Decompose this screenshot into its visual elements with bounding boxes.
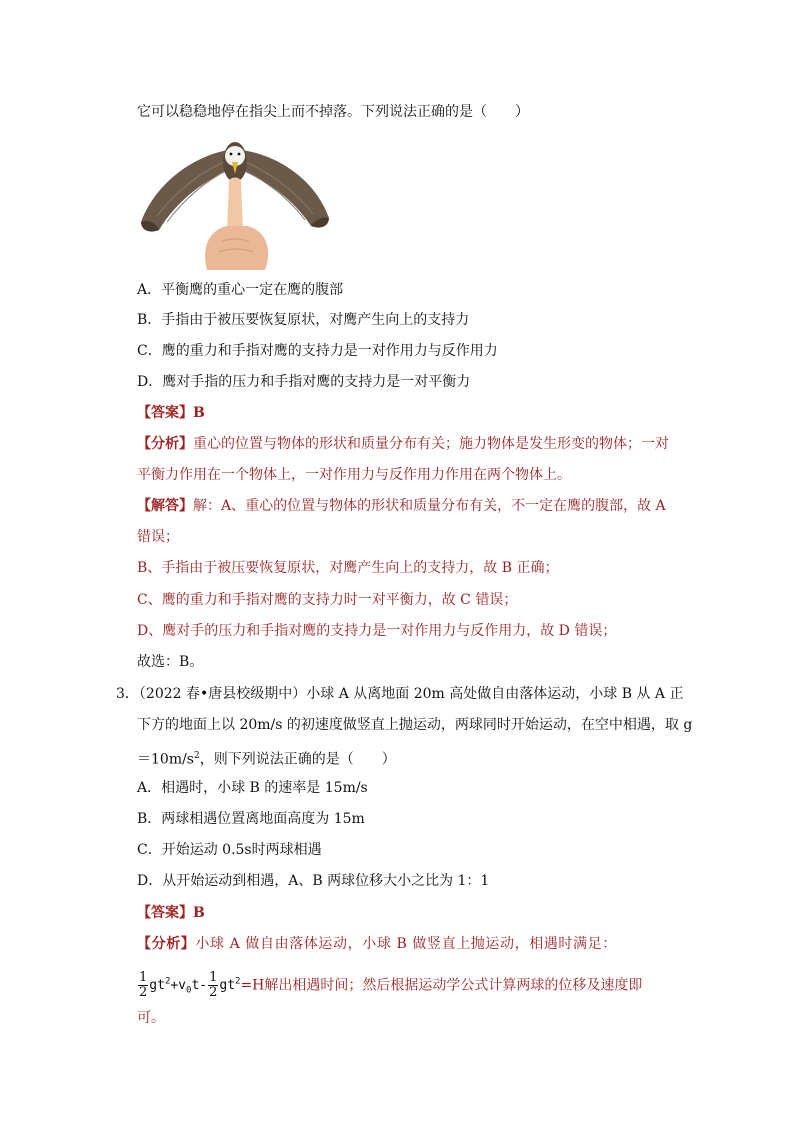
right-wing xyxy=(235,150,329,226)
q3-answer-value: B xyxy=(193,905,205,921)
balance-eagle-image xyxy=(137,130,333,270)
q3-analysis-last: 可。 xyxy=(137,1010,165,1026)
question-number: 3． xyxy=(116,686,139,702)
q3-option-c: C．开始运动 0.5s时两球相遇 xyxy=(137,842,322,858)
q3-analysis-formula: $\frac{1}{2}$ $gt^2+v_0t-$ $\frac{1}{2}$ $gt^2=H$解出相遇时间；然后根据运动学公式计算两球的位移及速度即 xyxy=(139,969,643,1000)
answer-value: B xyxy=(193,405,205,421)
q3-option-b: B．两球相遇位置离地面高度为 15m xyxy=(137,811,365,827)
solution-line2: 错误； xyxy=(137,529,179,545)
question-stem-tail: 它可以稳稳地停在指尖上而不掉落。下列说法正确的是（ ） xyxy=(137,104,529,120)
option-b: B．手指由于被压要恢复原状，对鹰产生向上的支持力 xyxy=(137,312,470,328)
option-a: A．平衡鹰的重心一定在鹰的腹部 xyxy=(137,282,344,298)
analysis-tag: 【分析】 xyxy=(137,436,193,452)
solution-tag: 【解答】 xyxy=(137,498,193,514)
solution-c: C、鹰的重力和手指对鹰的支持力时一对平衡力，故 C 错误； xyxy=(137,592,518,608)
q3-answer-tag: 【答案】 xyxy=(137,905,193,921)
hand xyxy=(205,226,268,270)
q3-option-a: A．相遇时，小球 B 的速率是 15m/s xyxy=(137,780,368,796)
option-d: D．鹰对手指的压力和手指对鹰的支持力是一对平衡力 xyxy=(137,374,471,390)
answer-row xyxy=(137,403,205,423)
q3-option-d: D．从开始运动到相遇，A、B 两球位移大小之比为 1：1 xyxy=(137,873,490,889)
fraction-half-2: $\frac{1}{2}$ xyxy=(209,969,218,1000)
question-3-line1: 3．（2022 春•唐县校级期中）小球 A 从离地面 20m 高处做自由落体运动，小球 B 从 A 正 xyxy=(116,686,684,702)
q3-answer-row xyxy=(137,903,205,923)
q3-analysis-line1: 【分析】小球 A 做自由落体运动，小球 B 做竖直上抛运动，相遇时满足： xyxy=(137,936,617,952)
analysis-line1: 【分析】重心的位置与物体的形状和质量分布有关；施力物体是发生形变的物体；一对 xyxy=(137,436,669,452)
fraction-half-1: $\frac{1}{2}$ xyxy=(139,969,148,1000)
finger xyxy=(227,178,243,231)
answer-tag: 【答案】 xyxy=(137,405,193,421)
q3-analysis-tag: 【分析】 xyxy=(137,936,196,952)
solution-line1: 【解答】解：A、重心的位置与物体的形状和质量分布有关，不一定在鹰的腹部，故 A xyxy=(137,498,666,514)
question-3-line2: 下方的地面上以 20m/s 的初速度做竖直上抛运动，两球同时开始运动，在空中相遇，取 g xyxy=(137,717,693,733)
choose-line: 故选：B。 xyxy=(137,654,204,670)
analysis-line2: 平衡力作用在一个物体上，一对作用力与反作用力作用在两个物体上。 xyxy=(137,467,571,483)
solution-b: B、手指由于被压要恢复原状，对鹰产生向上的支持力，故 B 正确； xyxy=(137,560,559,576)
question-3-line3: $=10m/s^2$，则下列说法正确的是（ ） xyxy=(137,751,396,768)
option-c: C．鹰的重力和手指对鹰的支持力是一对作用力与反作用力 xyxy=(137,343,498,359)
solution-d: D、鹰对手的压力和手指对鹰的支持力是一对作用力与反作用力，故 D 错误； xyxy=(137,623,617,639)
left-wing xyxy=(141,150,235,230)
